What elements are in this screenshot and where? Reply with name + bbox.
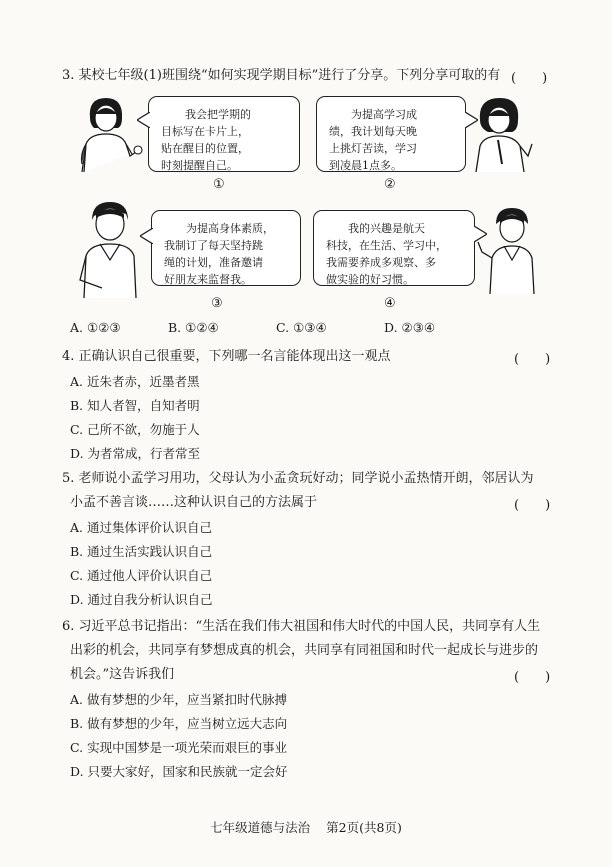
illustration-number: ④	[384, 296, 396, 311]
q6-stem-line-1: 6. 习近平总书记指出：“生活在我们伟大祖国和伟大时代的中国人民，共同享有人生	[62, 619, 541, 634]
speech-bubble-2	[316, 96, 466, 172]
bubble-tail-icon	[137, 112, 150, 128]
bubble-4-line: 做实验的好习惯。	[326, 273, 414, 286]
q4-option-c[interactable]: C. 己所不欲，勿施于人	[70, 422, 200, 437]
q3-stem: 3. 某校七年级(1)班围绕“如何实现学期目标”进行了分享。下列分享可取的有	[62, 68, 501, 83]
bubble-3-line: 我制订了每天坚持跳	[164, 239, 263, 252]
q5-option-a[interactable]: A. 通过集体评价认识自己	[70, 520, 212, 535]
q3-option-b[interactable]: B. ①②④	[168, 320, 219, 335]
bubble-3-line: 好朋友来监督我。	[164, 273, 252, 286]
q6-option-a[interactable]: A. 做有梦想的少年，应当紧扣时代脉搏	[70, 692, 287, 707]
q5-stem-line-2: 小孟不善言谈……这种认识自己的方法属于	[70, 495, 318, 510]
student-girl-illustration	[468, 94, 540, 172]
q6-answer-paren[interactable]: ( )	[514, 670, 551, 685]
q4-option-d[interactable]: D. 为者常成，行者常至	[70, 446, 201, 461]
q4-stem: 4. 正确认识自己很重要，下列哪一名言能体现出这一观点	[62, 349, 391, 364]
bubble-2-line: 为提高学习成	[351, 108, 417, 121]
q5-stem-line-1: 5. 老师说小孟学习用功，父母认为小孟贪玩好动；同学说小孟热情开朗，邻居认为	[62, 471, 534, 486]
student-boy-pointing-illustration	[476, 206, 546, 294]
speech-bubble-4	[313, 210, 475, 286]
q6-stem-line-3: 机会。”这告诉我们	[70, 667, 175, 682]
footer-page-number: 第2页(共8页)	[326, 820, 402, 835]
bubble-tail-icon	[140, 228, 153, 244]
speech-bubble-3	[151, 210, 301, 286]
bubble-2-line: 绩，我计划每天晚	[329, 125, 417, 138]
q3-answer-paren[interactable]: ( )	[511, 71, 548, 86]
q6-option-c[interactable]: C. 实现中国梦是一项光荣而艰巨的事业	[70, 740, 288, 755]
bubble-4-line: 我需要养成多观察、多	[326, 256, 436, 269]
bubble-1-line: 我会把学期的	[185, 108, 251, 121]
bubble-1-line: 时刻提醒自己。	[161, 159, 238, 172]
q6-option-b[interactable]: B. 做有梦想的少年，应当树立远大志向	[70, 716, 288, 731]
bubble-3-line: 绳的计划，准备邀请	[164, 256, 263, 269]
bubble-1-line: 贴在醒目的位置，	[161, 142, 249, 155]
q6-option-d[interactable]: D. 只要大家好，国家和民族就一定会好	[70, 764, 288, 779]
speech-bubble-1	[148, 96, 300, 172]
illustration-number: ①	[213, 177, 225, 192]
q5-option-c[interactable]: C. 通过他人评价认识自己	[70, 568, 213, 583]
q3-option-d[interactable]: D. ②③④	[384, 320, 436, 335]
bubble-3-line: 为提高身体素质，	[186, 222, 274, 235]
q4-answer-paren[interactable]: ( )	[514, 352, 551, 367]
q6-stem-line-2: 出彩的机会，共同享有梦想成真的机会，共同享有同祖国和时代一起成长与进步的	[70, 643, 539, 658]
q4-option-a[interactable]: A. 近朱者赤，近墨者黑	[70, 374, 200, 389]
teacher-woman-illustration	[76, 94, 146, 172]
footer-subject: 七年级道德与法治	[210, 820, 311, 835]
bubble-1-line: 目标写在卡片上，	[161, 125, 249, 138]
illustration-number: ③	[211, 296, 223, 311]
illustration-number: ②	[384, 177, 396, 192]
q5-answer-paren[interactable]: ( )	[514, 498, 551, 513]
q4-option-b[interactable]: B. 知人者智，自知者明	[70, 398, 200, 413]
q3-option-a[interactable]: A. ①②③	[70, 320, 121, 335]
q3-option-c[interactable]: C. ①③④	[276, 320, 327, 335]
bubble-2-line: 上挑灯苦读，学习	[329, 142, 417, 155]
bubble-2-line: 到凌晨1点多。	[329, 159, 402, 172]
page-footer	[0, 818, 612, 836]
bubble-4-line: 科技，在生活、学习中，	[326, 239, 447, 252]
bubble-4-line: 我的兴趣是航天	[348, 222, 425, 235]
q5-option-b[interactable]: B. 通过生活实践认识自己	[70, 544, 213, 559]
q5-option-d[interactable]: D. 通过自我分析认识自己	[70, 592, 213, 607]
student-boy-illustration	[74, 200, 148, 298]
